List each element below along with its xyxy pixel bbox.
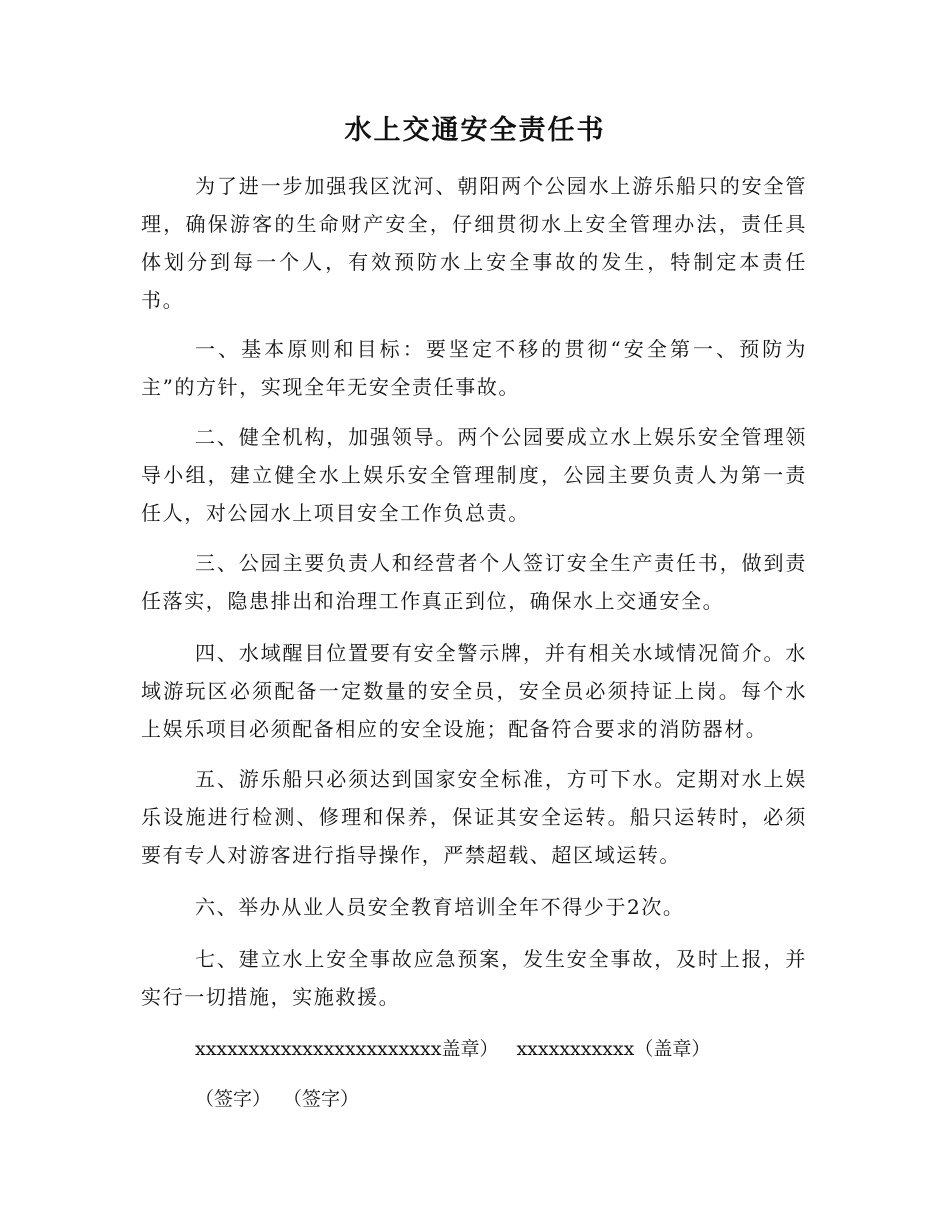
clause-4-paragraph: 四、水域醒目位置要有安全警示牌，并有相关水域情况简介。水域游玩区必须配备一定数量的安全员，安全员必须持证上岗。每个水上娱乐项目必须配备相应的安全设施；配备符合要求的消防器材。	[141, 641, 807, 741]
clause-3-paragraph: 三、公园主要负责人和经营者个人签订安全生产责任书，做到责任落实，隐患排出和治理工作真正到位，确保水上交通安全。	[141, 551, 807, 613]
party-b-signature: （签字）	[283, 1088, 360, 1110]
clause-1-paragraph: 一、基本原则和目标：要坚定不移的贯彻“安全第一、预防为主”的方针，实现全年无安全责任事故。	[141, 337, 807, 399]
signature-line	[195, 1084, 359, 1114]
party-a-seal: xxxxxxxxxxxxxxxxxxxxxxx盖章）	[195, 1038, 499, 1060]
party-b-seal: xxxxxxxxxxx（盖章）	[516, 1038, 711, 1060]
clause-2-paragraph: 二、健全机构，加强领导。两个公园要成立水上娱乐安全管理领导小组，建立健全水上娱乐安全管理制度，公园主要负责人为第一责任人，对公园水上项目安全工作负总责。	[141, 425, 807, 525]
seal-line	[195, 1034, 710, 1064]
clause-5-paragraph: 五、游乐船只必须达到国家安全标准，方可下水。定期对水上娱乐设施进行检测、修理和保养，保证其安全运转。船只运转时，必须要有专人对游客进行指导操作，严禁超载、超区域运转。	[141, 767, 807, 867]
intro-paragraph: 为了进一步加强我区沈河、朝阳两个公园水上游乐船只的安全管理，确保游客的生命财产安全，仔细贯彻水上安全管理办法，责任具体划分到每一个人，有效预防水上安全事故的发生，特制定本责任书。	[141, 174, 807, 312]
clause-7-paragraph: 七、建立水上安全事故应急预案，发生安全事故，及时上报，并实行一切措施，实施救援。	[141, 947, 807, 1009]
document-title: 水上交通安全责任书	[344, 115, 606, 146]
clause-6-paragraph: 六、举办从业人员安全教育培训全年不得少于2次。	[195, 895, 685, 919]
party-a-signature: （签字）	[195, 1088, 272, 1110]
